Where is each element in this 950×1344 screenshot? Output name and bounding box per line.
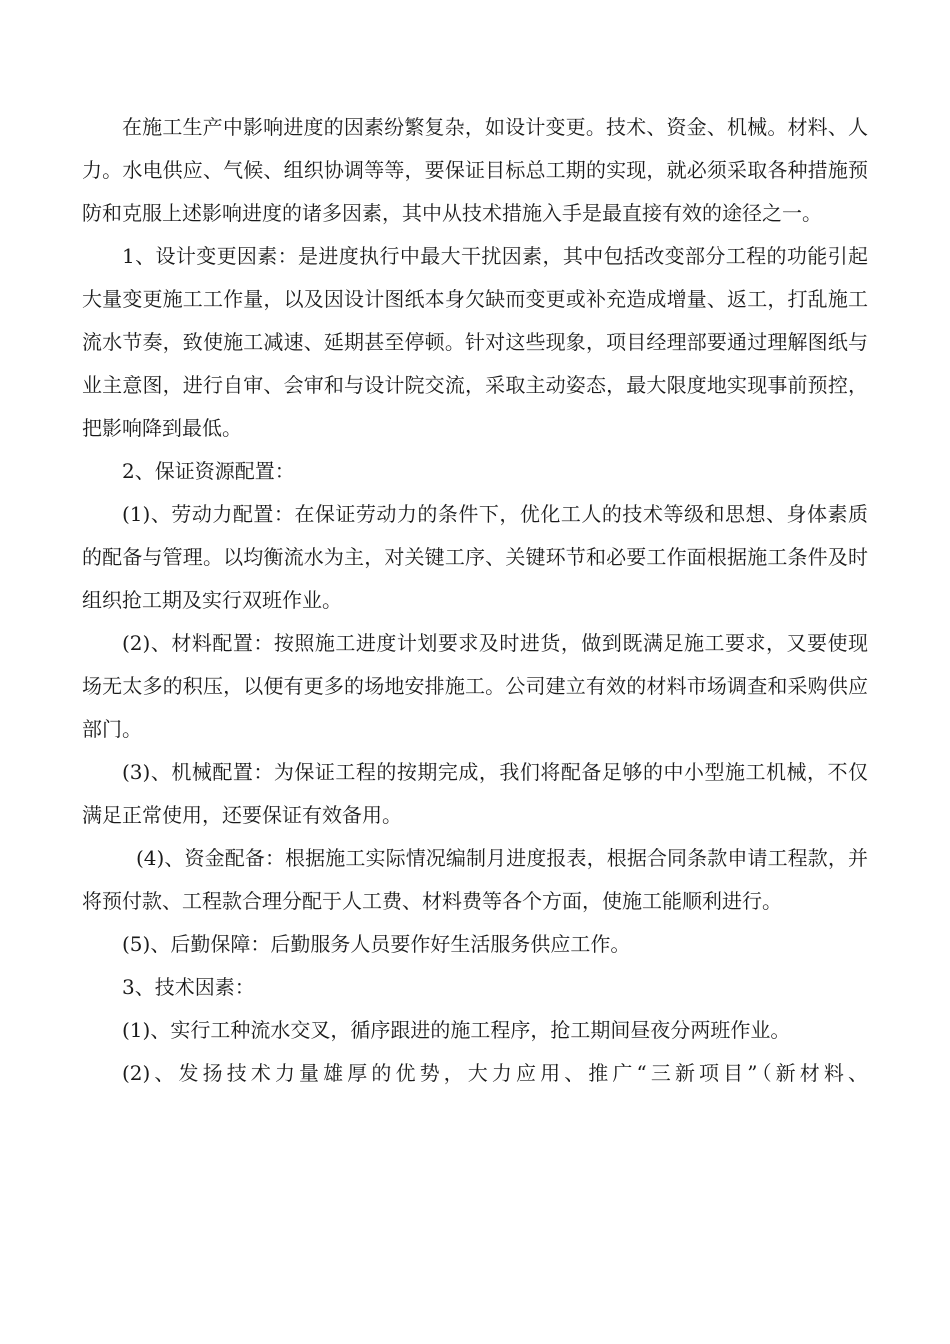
resource-heading: 2、保证资源配置： (122, 459, 295, 483)
intro-paragraph: 在施工生产中影响进度的因素纷繁复杂，如设计变更。技术、资金、机械。材料、人力。水电供应、气候、组织协调等等，要保证目标总工期的实现，就必须采取各种措施预防和克服上述影响进度的诸多因素，其中从技术措施入手是最直接有效的途径之一。 (82, 115, 868, 225)
logistics-paragraph: (5)、后勤保障：后勤服务人员要作好生活服务供应工作。 (122, 932, 631, 956)
technical-heading: 3、技术因素： (122, 975, 255, 999)
technology-paragraph: (2)、发扬技术力量雄厚的优势，大力应用、推广“三新项目”（新材料、 (122, 1061, 868, 1085)
material-paragraph: (2)、材料配置：按照施工进度计划要求及时进货，做到既满足施工要求，又要使现场无太多的积压，以便有更多的场地安排施工。公司建立有效的材料市场调查和采购供应部门。 (82, 631, 868, 741)
design-change-paragraph: 1、设计变更因素：是进度执行中最大干扰因素，其中包括改变部分工程的功能引起大量变更施工工作量，以及因设计图纸本身欠缺而变更或补充造成增量、返工，打乱施工流水节奏，致使施工减速、延期甚至停顿。针对这些现象，项目经理部要通过理解图纸与业主意图，进行自审、会审和与设计院交流，采取主动姿态，最大限度地实现事前预控，把影响降到最低。 (82, 244, 868, 440)
workflow-paragraph: (1)、实行工种流水交叉，循序跟进的施工程序，抢工期间昼夜分两班作业。 (122, 1018, 791, 1042)
labor-paragraph: (1)、劳动力配置：在保证劳动力的条件下，优化工人的技术等级和思想、身体素质的配备与管理。以均衡流水为主，对关键工序、关键环节和必要工作面根据施工条件及时组织抢工期及实行双班作业。 (82, 502, 868, 612)
funding-paragraph: (4)、资金配备：根据施工实际情况编制月进度报表，根据合同条款申请工程款，并将预付款、工程款合理分配于人工费、材料费等各个方面，使施工能顺利进行。 (82, 846, 868, 913)
machinery-paragraph: (3)、机械配置：为保证工程的按期完成，我们将配备足够的中小型施工机械，不仅满足正常使用，还要保证有效备用。 (82, 760, 868, 827)
document-body (82, 106, 868, 1095)
